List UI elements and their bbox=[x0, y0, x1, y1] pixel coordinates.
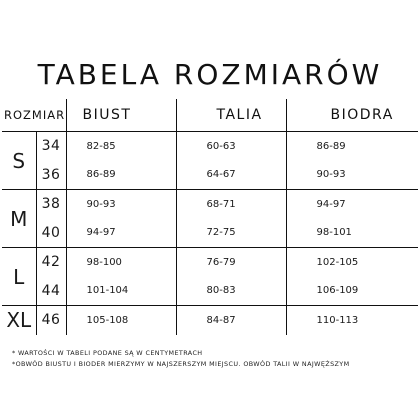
footnotes bbox=[12, 348, 416, 370]
biodra-value: 90-93 bbox=[286, 161, 418, 190]
footnote: *OBWÓD BIUSTU I BIODER MIERZYMY W NAJSZERSZYM MIEJSCU. OBWÓD TALII W NAJWĘŻSZYM bbox=[12, 360, 350, 368]
table-row bbox=[2, 277, 418, 306]
size-number: 40 bbox=[36, 219, 66, 248]
header-talia: TALIA bbox=[176, 99, 286, 132]
size-chart-table bbox=[2, 99, 418, 335]
biodra-value: 102-105 bbox=[316, 256, 359, 268]
size-number: 36 bbox=[36, 161, 66, 190]
talia-value: 60-63 bbox=[176, 132, 286, 161]
biust-value: 82-85 bbox=[66, 132, 176, 161]
biodra-value: 86-89 bbox=[316, 140, 346, 152]
table-row bbox=[2, 248, 418, 277]
size-letter: M bbox=[2, 190, 36, 248]
biust-value: 94-97 bbox=[66, 219, 176, 248]
header-rozmiar: ROZMIAR bbox=[2, 99, 66, 132]
table-row bbox=[2, 219, 418, 248]
talia-value: 84-87 bbox=[176, 306, 286, 335]
header-biodra: BIODRA bbox=[286, 99, 418, 132]
biodra-value: 106-109 bbox=[286, 277, 418, 306]
table-row bbox=[2, 161, 418, 190]
biodra-value: 98-101 bbox=[286, 219, 418, 248]
talia-value: 76-79 bbox=[176, 248, 286, 277]
size-number: 46 bbox=[36, 306, 66, 335]
header-biust: BIUST bbox=[66, 99, 176, 132]
size-number: 38 bbox=[36, 190, 66, 219]
biodra-value: 110-113 bbox=[316, 314, 359, 326]
talia-value: 68-71 bbox=[176, 190, 286, 219]
size-number: 44 bbox=[36, 277, 66, 306]
size-number: 34 bbox=[36, 132, 66, 161]
biust-value: 98-100 bbox=[66, 248, 176, 277]
size-number: 42 bbox=[36, 248, 66, 277]
talia-value: 64-67 bbox=[176, 161, 286, 190]
biodra-value: 94-97 bbox=[316, 198, 346, 210]
size-letter: XL bbox=[2, 306, 36, 335]
biust-value: 90-93 bbox=[66, 190, 176, 219]
biust-value: 86-89 bbox=[66, 161, 176, 190]
biust-value: 101-104 bbox=[66, 277, 176, 306]
talia-value: 72-75 bbox=[176, 219, 286, 248]
talia-value: 80-83 bbox=[176, 277, 286, 306]
size-letter: S bbox=[2, 132, 36, 190]
table-row bbox=[2, 190, 418, 219]
page-title: TABELA ROZMIARÓW bbox=[37, 58, 383, 91]
biust-value: 105-108 bbox=[66, 306, 176, 335]
table-header-row bbox=[2, 99, 418, 132]
table-row bbox=[2, 132, 418, 161]
size-letter: L bbox=[2, 248, 36, 306]
footnote: * WARTOŚCI W TABELI PODANE SĄ W CENTYMETRACH bbox=[12, 349, 203, 357]
table-row bbox=[2, 306, 418, 335]
